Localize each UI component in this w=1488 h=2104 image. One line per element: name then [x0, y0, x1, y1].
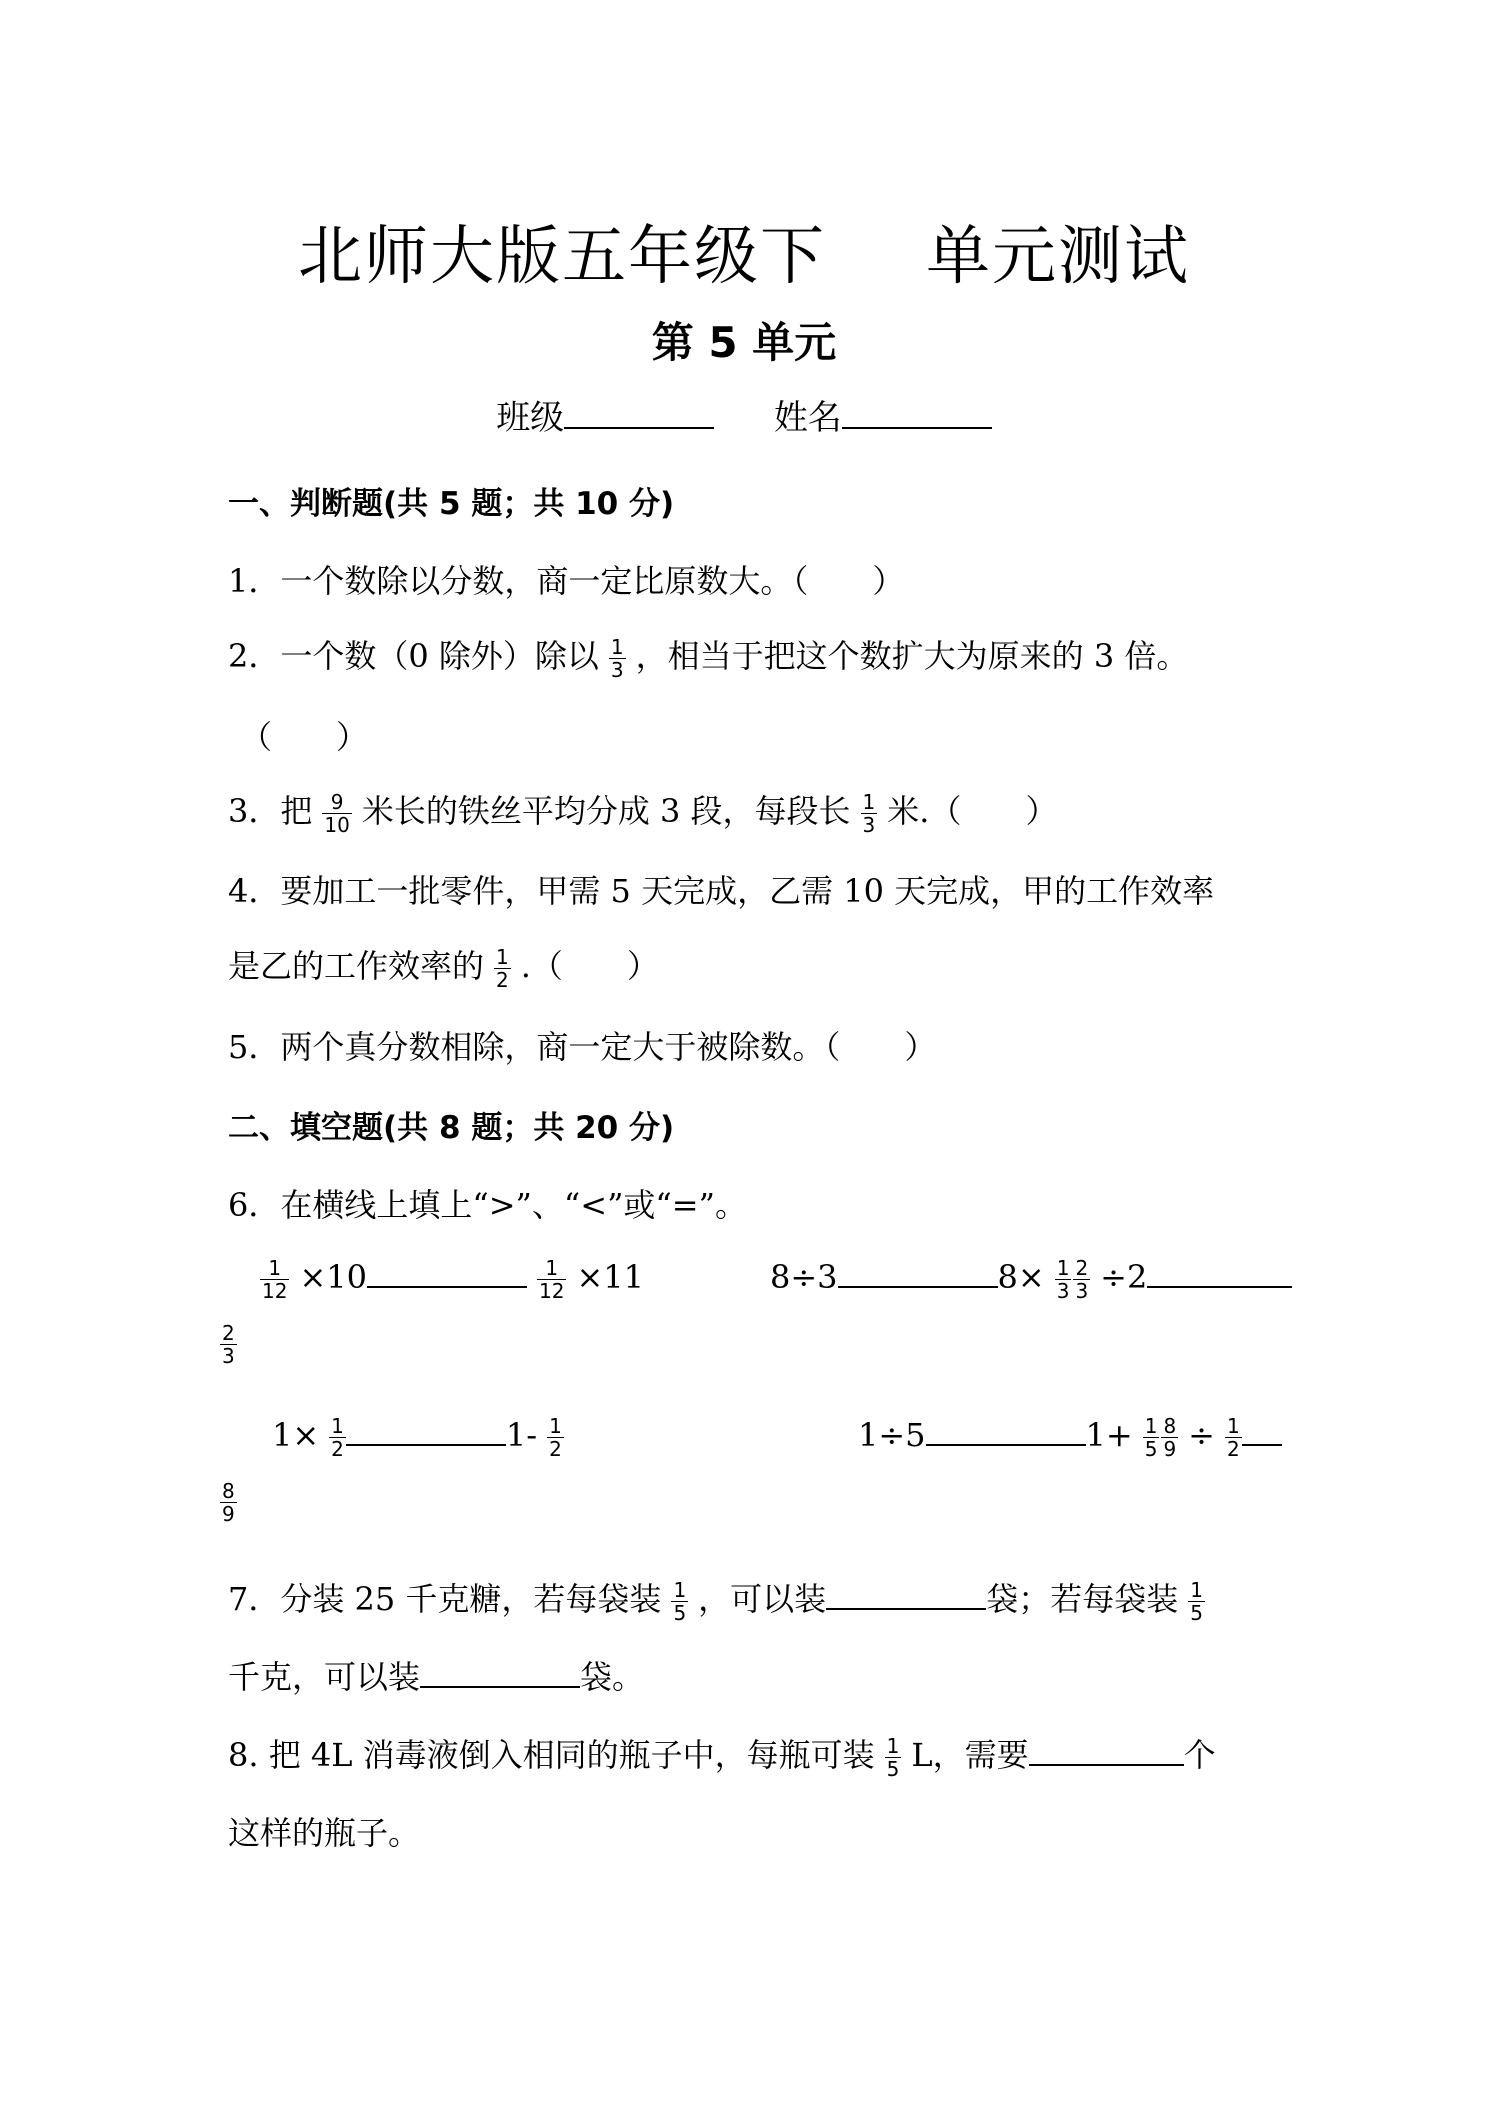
question-4-line2: 是乙的工作效率的 $\frac{1}{2}$ .（ ） [228, 945, 659, 992]
fraction-1-5: $\frac{1}{5}$ [1190, 1578, 1203, 1625]
fraction-2-3: $\frac{2}{3}$ [1075, 1256, 1089, 1303]
fraction-1-12: $\frac{1}{12}$ [538, 1256, 565, 1303]
q6-blank-2[interactable] [838, 1254, 998, 1288]
page-subtitle: 第 5 单元 [651, 318, 837, 367]
class-label: 班级 [496, 398, 565, 438]
title-left: 北师大版五年级下 [298, 220, 826, 294]
question-8-line1: 8. 把 4L 消毒液倒入相同的瓶子中，每瓶可装 $\frac{1}{5}$ L，需要 个 [228, 1734, 1216, 1781]
question-4-line1: 4．要加工一批零件，甲需 5 天完成，乙需 10 天完成，甲的工作效率 [228, 872, 1215, 910]
q6-row2-right: 1÷5 1+ $\frac{1}{5}$ $\frac{8}{9}$ ÷ $\frac{1}{2}$ [858, 1412, 1282, 1460]
fraction-8-9: $\frac{8}{9}$ [222, 1479, 235, 1526]
question-3: 3．把 $\frac{9}{10}$ 米长的铁丝平均分成 3 段，每段长 $\frac{1}{3}$ 米.（ ） [228, 790, 1058, 837]
fraction-1-2: $\frac{1}{2}$ [549, 1414, 562, 1461]
q6-blank-1[interactable] [367, 1254, 527, 1288]
fraction-1-5: $\frac{1}{5}$ [886, 1734, 900, 1781]
name-label: 姓名 [773, 398, 842, 438]
question-7-line2: 千克，可以装 袋。 [228, 1652, 644, 1698]
fraction-1-2: $\frac{1}{2}$ [496, 945, 509, 992]
fraction-2-3: $\frac{2}{3}$ [222, 1321, 235, 1368]
page-title [0, 205, 1488, 297]
fraction-1-2: $\frac{1}{2}$ [1226, 1414, 1240, 1461]
q6-blank-6[interactable] [1242, 1412, 1282, 1446]
student-info [0, 390, 1488, 439]
title-right: 单元测试 [926, 220, 1190, 294]
section-2-heading: 二、填空题(共 8 题；共 20 分) [228, 1110, 675, 1146]
q7-blank-1[interactable] [826, 1576, 986, 1610]
fraction-1-5: $\frac{1}{5}$ [673, 1578, 687, 1625]
question-7-line1: 7．分装 25 千克糖，若每袋装 $\frac{1}{5}$ ，可以装 袋；若每袋装 $\frac{1}{5}$ [228, 1578, 1203, 1625]
q6-row2-left: 1× $\frac{1}{2}$ 1- $\frac{1}{2}$ [272, 1414, 562, 1461]
fraction-1-3: $\frac{1}{3}$ [610, 635, 624, 682]
fraction-1-3: $\frac{1}{3}$ [1056, 1256, 1070, 1303]
question-8-line2: 这样的瓶子。 [228, 1814, 421, 1852]
question-1: 1．一个数除以分数，商一定比原数大。（ ） [228, 562, 905, 600]
question-2-paren: （ ） [240, 718, 369, 756]
fraction-8-9: $\frac{8}{9}$ [1163, 1414, 1177, 1461]
q6-blank-5[interactable] [926, 1412, 1086, 1446]
q6-blank-3[interactable] [1147, 1254, 1292, 1288]
question-5: 5．两个真分数相除，商一定大于被除数。（ ） [228, 1028, 937, 1066]
class-blank[interactable] [564, 393, 714, 429]
fraction-1-12: $\frac{1}{12}$ [262, 1256, 288, 1303]
q7-blank-2[interactable] [420, 1654, 580, 1688]
fraction-1-5: $\frac{1}{5}$ [1144, 1414, 1158, 1461]
q6-blank-4[interactable] [346, 1412, 506, 1446]
fraction-9-10: $\frac{9}{10}$ [324, 790, 350, 837]
name-blank[interactable] [842, 393, 992, 429]
q6-row2-wrap [220, 1480, 237, 1525]
q6-row1-left: $\frac{1}{12}$ ×10 $\frac{1}{12}$ ×11 [262, 1256, 644, 1303]
section-1-heading: 一、判断题(共 5 题；共 10 分) [228, 486, 675, 522]
question-2: 2．一个数（0 除外）除以 $\frac{1}{3}$ ，相当于把这个数扩大为原来的 3 倍。 [228, 635, 1189, 682]
fraction-1-2: $\frac{1}{2}$ [331, 1414, 344, 1461]
q6-row1-right: 8÷3 8× $\frac{1}{3}$ $\frac{2}{3}$ ÷2 [770, 1254, 1292, 1302]
q6-row1-wrap [220, 1322, 237, 1367]
question-6: 6．在横线上填上“>”、“<”或“=”。 [228, 1186, 747, 1224]
fraction-1-3: $\frac{1}{3}$ [862, 790, 876, 837]
q8-blank[interactable] [1029, 1732, 1184, 1766]
